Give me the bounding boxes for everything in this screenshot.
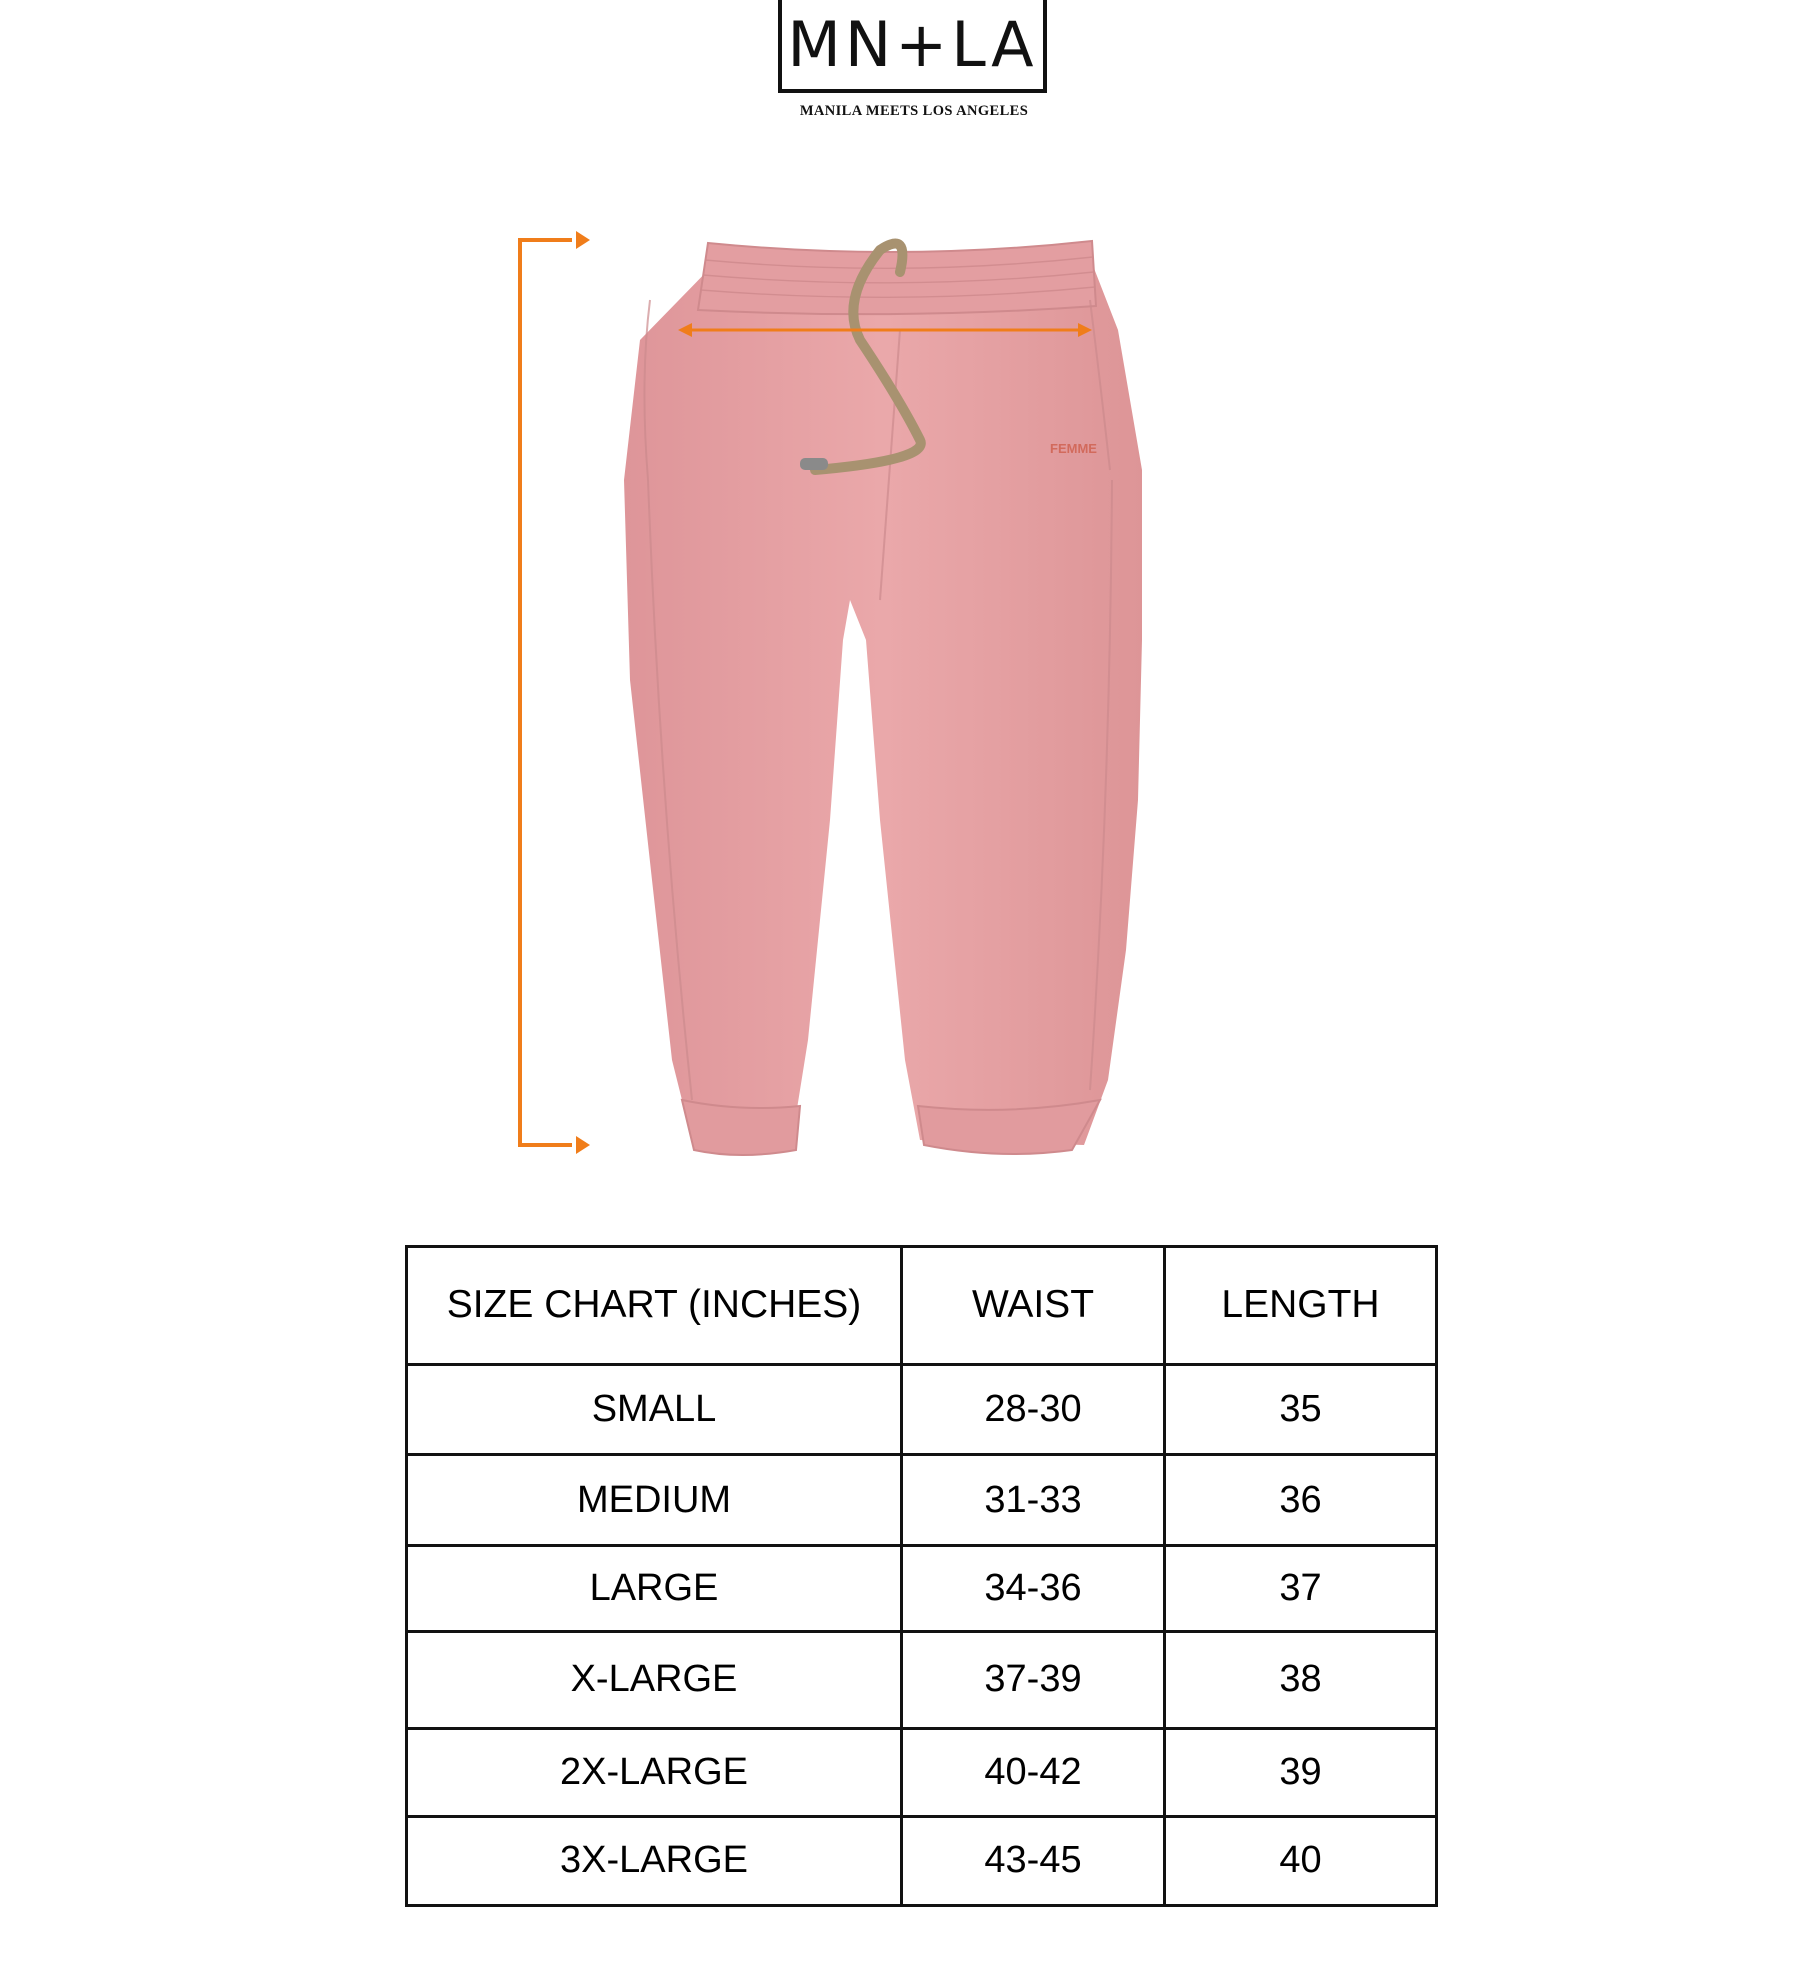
cell-length: 39 (1165, 1729, 1437, 1816)
cell-waist: 37-39 (902, 1631, 1165, 1728)
brand-tagline: MANILA MEETS LOS ANGELES (799, 103, 1029, 119)
table-row (407, 1631, 1437, 1728)
cell-length: 36 (1165, 1454, 1437, 1545)
table-row (407, 1364, 1437, 1454)
cell-size: 2X-LARGE (407, 1729, 902, 1816)
cell-size: SMALL (407, 1364, 902, 1454)
table-row (407, 1454, 1437, 1545)
cord-tip (800, 458, 828, 470)
cell-length: 40 (1165, 1816, 1437, 1905)
cell-waist: 31-33 (902, 1454, 1165, 1545)
header-length: LENGTH (1165, 1247, 1437, 1365)
size-chart-table (405, 1245, 1438, 1907)
cell-size: 3X-LARGE (407, 1816, 902, 1905)
left-cuff (682, 1100, 800, 1155)
table-row (407, 1816, 1437, 1905)
cell-waist: 28-30 (902, 1364, 1165, 1454)
cell-size: MEDIUM (407, 1454, 902, 1545)
table-row (407, 1729, 1437, 1816)
cell-size: X-LARGE (407, 1631, 902, 1728)
cell-length: 35 (1165, 1364, 1437, 1454)
table-row (407, 1546, 1437, 1631)
cell-waist: 40-42 (902, 1729, 1165, 1816)
logo-text: MN+LA (787, 7, 1038, 81)
garment-print: FEMME (1050, 441, 1097, 456)
cell-waist: 43-45 (902, 1816, 1165, 1905)
cell-length: 37 (1165, 1546, 1437, 1631)
cell-waist: 34-36 (902, 1546, 1165, 1631)
table-header-row (407, 1247, 1437, 1365)
cell-size: LARGE (407, 1546, 902, 1631)
header-size: SIZE CHART (INCHES) (407, 1247, 902, 1365)
pants-body (624, 258, 1142, 1145)
length-arrow (520, 240, 572, 1145)
header-waist: WAIST (902, 1247, 1165, 1365)
cell-length: 38 (1165, 1631, 1437, 1728)
